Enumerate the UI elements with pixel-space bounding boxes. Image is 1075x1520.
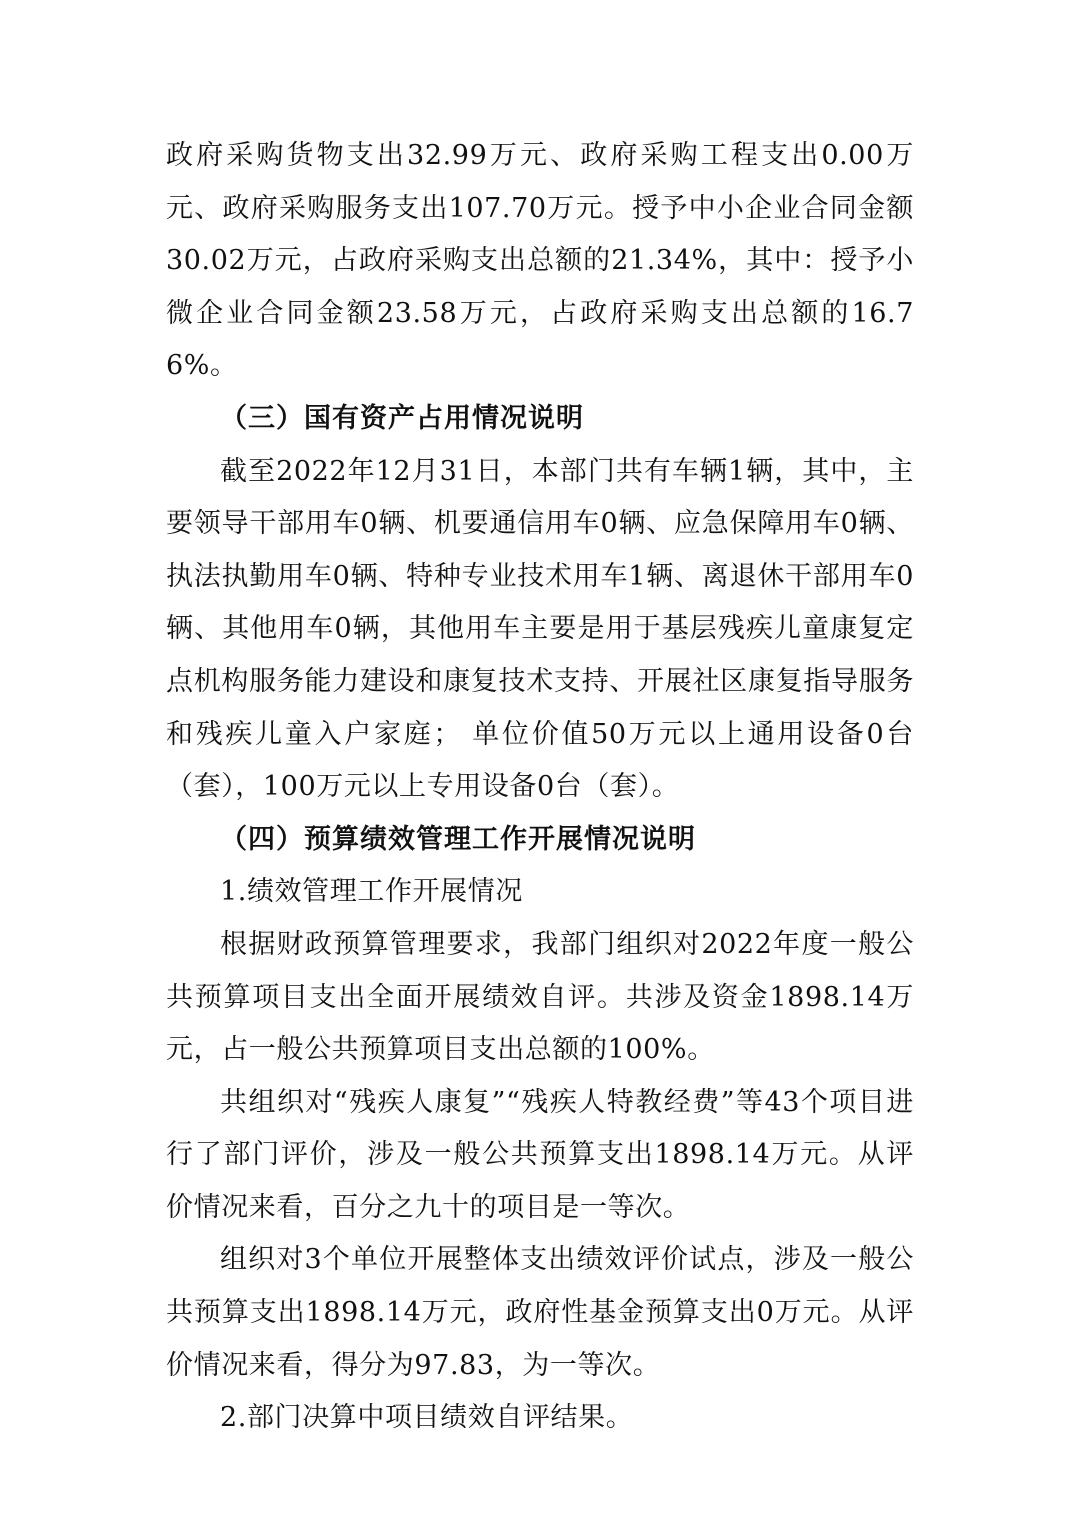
subheading-performance-work: 1.绩效管理工作开展情况	[220, 876, 523, 908]
paragraph-procurement: 政府采购货物支出32.99万元、政府采购工程支出0.00万元、政府采购服务支出107.70万元。授予中小企业合同金额30.02万元，占政府采购支出总额的21.34%，其中：授予小微企业合同金额23.58万元，占政府采购支出总额的16.76%。	[166, 140, 914, 382]
subheading-self-evaluation-results: 2.部门决算中项目绩效自评结果。	[220, 1402, 634, 1434]
section-heading-state-assets: （三）国有资产占用情况说明	[220, 402, 584, 434]
section-heading-performance-management: （四）预算绩效管理工作开展情况说明	[220, 823, 696, 855]
document-body	[166, 130, 914, 1445]
paragraph-self-evaluation: 根据财政预算管理要求，我部门组织对2022年度一般公共预算项目支出全面开展绩效自评。共涉及资金1898.14万元，占一般公共预算项目支出总额的100%。	[166, 928, 914, 1066]
paragraph-vehicles: 截至2022年12月31日，本部门共有车辆1辆，其中，主要领导干部用车0辆、机要通信用车0辆、应急保障用车0辆、执法执勤用车0辆、特种专业技术用车1辆、离退休干部用车0辆、其他用车0辆，其他用车主要是用于基层残疾儿童康复定点机构服务能力建设和康复技术支持、开展社区康复指导服务和残疾儿童入户家庭； 单位价值50万元以上通用设备0台（套），100万元以上专用设备0台（套）。	[166, 455, 914, 803]
paragraph-department-evaluation: 共组织对“残疾人康复”“残疾人特教经费”等43个项目进行了部门评价，涉及一般公共预算支出1898.14万元。从评价情况来看，百分之九十的项目是一等次。	[166, 1086, 914, 1223]
paragraph-overall-evaluation: 组织对3个单位开展整体支出绩效评价试点，涉及一般公共预算支出1898.14万元，政府性基金预算支出0万元。从评价情况来看，得分为97.83，为一等次。	[166, 1244, 914, 1381]
